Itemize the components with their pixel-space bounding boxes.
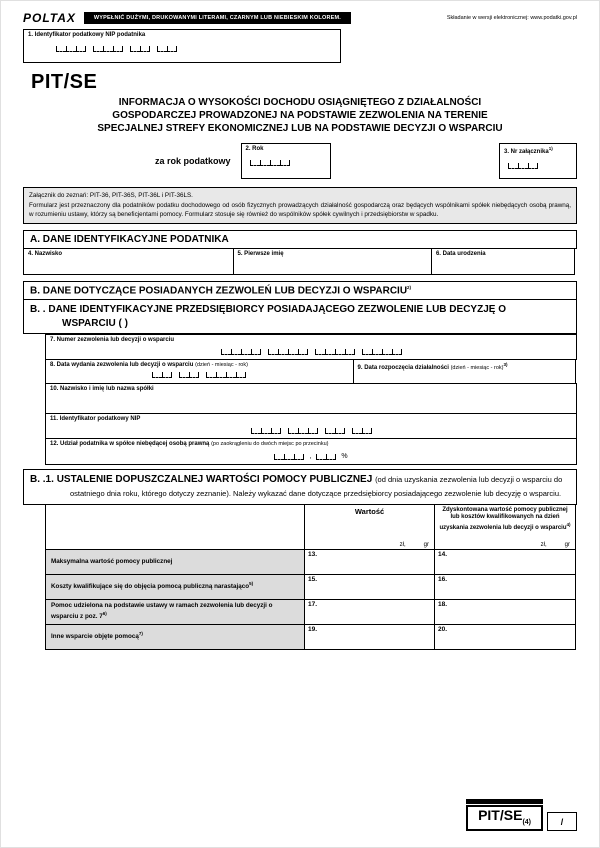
comb-group[interactable] (56, 46, 86, 52)
permit-issue-date-text: 8. Data wydania zezwolenia lub decyzji o wsparciu (50, 362, 194, 369)
row-label-max-aid (45, 549, 305, 575)
field-birth-date-label: 6. Data urodzenia (435, 250, 486, 257)
nip-input[interactable] (251, 428, 372, 434)
comb-cell[interactable] (140, 46, 150, 52)
comb-cell[interactable] (157, 46, 167, 52)
comb-cell[interactable] (268, 349, 278, 355)
section-a-fields (23, 248, 577, 275)
comb-cell[interactable] (345, 349, 355, 355)
comb-cell[interactable] (56, 46, 66, 52)
cell-number: 16. (438, 575, 448, 583)
footer-form-code-box (466, 805, 543, 831)
field-first-name[interactable] (233, 248, 432, 275)
currency-line-value (307, 542, 432, 548)
field-nip (45, 413, 577, 439)
comb-cell[interactable] (270, 160, 280, 166)
comb-group[interactable] (352, 428, 372, 434)
permit-issue-date-input[interactable] (152, 372, 246, 378)
row-label-footnote: 7) (138, 631, 143, 637)
cell-number: 15. (308, 575, 318, 583)
row-label-footnote: 5) (249, 581, 254, 587)
activity-start-date-footnote: 3) (503, 362, 508, 368)
comb-cell[interactable] (392, 349, 402, 355)
comb-group[interactable] (508, 163, 538, 169)
comb-group[interactable] (221, 349, 261, 355)
cell-19[interactable] (304, 624, 435, 650)
comb-cell[interactable] (221, 349, 231, 355)
field-year-label: 2. Rok (245, 146, 264, 153)
comb-group[interactable] (250, 160, 290, 166)
comb-cell[interactable] (352, 428, 362, 434)
comb-group[interactable] (152, 372, 172, 378)
section-b-title: B. DANE DOTYCZĄCE POSIADANYCH ZEZWOLEŃ LUB DECYZJI O WSPARCIU (30, 285, 408, 297)
comb-cell[interactable] (518, 163, 528, 169)
comb-cell[interactable] (76, 46, 86, 52)
comb-cell[interactable] (152, 372, 162, 378)
section-b1-header (23, 299, 577, 334)
comb-group[interactable] (362, 349, 402, 355)
comb-cell[interactable] (241, 349, 251, 355)
fill-instruction-banner: WYPEŁNIĆ DUŻYMI, DRUKOWANYMI LITERAMI, CZARNYM LUB NIEBIESKIM KOLOREM. (84, 12, 351, 24)
comb-cell[interactable] (335, 349, 345, 355)
comb-cell[interactable] (288, 349, 298, 355)
share-percent-sign: % (341, 452, 348, 460)
cell-number: 13. (308, 550, 318, 558)
row-label-other-support (45, 624, 305, 650)
share-integer-input[interactable] (274, 454, 304, 460)
form-title-line1: INFORMACJA O WYSOKOŚCI DOCHODU OSIĄGNIĘTEGO Z DZIAŁALNOŚCI (118, 97, 482, 109)
attachment-info-box (23, 187, 577, 223)
comb-cell[interactable] (382, 349, 392, 355)
cell-17[interactable] (304, 599, 435, 625)
share-text: 12. Udział podatnika w spółce niebędącej osobą prawną (50, 441, 210, 448)
comb-group[interactable] (315, 349, 355, 355)
table-header-row (45, 504, 577, 550)
comb-cell[interactable] (189, 372, 199, 378)
comb-cell[interactable] (298, 349, 308, 355)
comb-group[interactable] (274, 454, 304, 460)
permit-dates-row (45, 359, 577, 384)
section-a-header: A. DANE IDENTYFIKACYJNE PODATNIKA (23, 230, 577, 249)
comb-cell[interactable] (162, 372, 172, 378)
attachment-info-line2: Formularz jest przeznaczony dla podatników podatku dochodowego od osób fizycznych prowadzących działalność gospodarczą oraz będących wspólnikami spółek niebędących osobą prawną, w rozumieniu ustawy, którzy są beneficjentami pomocy. Formularz stosuje się również do wspólników spółek cywilnych i przedsiębiorstw w spadku. (29, 201, 571, 219)
currency-line-discounted (437, 542, 573, 548)
tax-year-row (23, 143, 577, 179)
comb-cell[interactable] (66, 46, 76, 52)
attachment-no-footnote: 1) (548, 146, 553, 152)
activity-start-date-text: 9. Data rozpoczęcia działalności (357, 365, 449, 372)
field-company-name[interactable] (45, 383, 577, 414)
field-nip-label: 11. Identyfikator podatkowy NIP (50, 416, 141, 423)
section-b11-header (23, 469, 577, 505)
row-label-text: Koszty kwalifikujące się do objęcia pomocą publiczną narastająco (51, 583, 250, 591)
field-permit-issue-date[interactable] (45, 359, 354, 384)
comb-cell[interactable] (251, 349, 261, 355)
comb-cell[interactable] (250, 160, 260, 166)
col-discounted-text: Zdyskontowana wartość pomocy publicznej lub kosztów kwalifikowanych na dzień uzyskania zezwolenia lub decyzji o wsparciu (439, 506, 568, 531)
field-permit-issue-date-label (50, 362, 349, 369)
comb-cell[interactable] (362, 349, 372, 355)
cell-number: 17. (308, 600, 318, 608)
comb-group[interactable] (268, 349, 308, 355)
year-input[interactable] (250, 160, 290, 166)
col-discounted-title (437, 507, 573, 533)
permit-number-input[interactable] (221, 349, 402, 355)
attachment-no-text: 3. Nr załącznika (504, 149, 549, 156)
comb-cell[interactable] (261, 428, 271, 434)
field-attachment-no (499, 143, 577, 179)
section-b-footnote: 2) (407, 284, 412, 290)
footer-form-code-wrap (466, 799, 543, 831)
table-row (45, 549, 577, 575)
cell-number: 20. (438, 625, 448, 633)
comb-cell[interactable] (308, 428, 318, 434)
zl-label: zł, (540, 541, 547, 548)
field-company-name-label: 10. Nazwisko i imię lub nazwa spółki (50, 386, 154, 393)
comb-cell[interactable] (206, 372, 216, 378)
comb-cell[interactable] (93, 46, 103, 52)
comb-cell[interactable] (528, 163, 538, 169)
comb-cell[interactable] (325, 349, 335, 355)
table-header-value (304, 504, 435, 550)
poltax-logo: POLTAX (23, 11, 76, 25)
comb-cell[interactable] (278, 349, 288, 355)
comb-cell[interactable] (325, 428, 335, 434)
field-activity-start-date[interactable] (353, 359, 576, 384)
table-header-empty-cell (45, 504, 305, 550)
field-permit-number-label: 7. Numer zezwolenia lub decyzji o wsparciu (50, 337, 175, 344)
cell-number: 14. (438, 550, 448, 558)
comb-cell[interactable] (315, 349, 325, 355)
comb-group[interactable] (157, 46, 177, 52)
field-attachment-no-label (504, 146, 572, 156)
comb-cell[interactable] (508, 163, 518, 169)
top-bar (23, 11, 577, 25)
field-permit-number (45, 334, 577, 360)
zl-label: zł, (399, 541, 406, 548)
row-label-text: Maksymalna wartość pomocy publicznej (51, 558, 173, 566)
col-value-title: Wartość (354, 506, 385, 516)
comb-cell[interactable] (284, 454, 294, 460)
row-label-footnote: 6) (102, 610, 107, 616)
section-b11-note: (od dnia uzyskania zezwolenia lub decyzji o wsparciu do ostatniego dnia roku, którego dotyczy zeznanie). Należy wykazać dane dotyczące przedsiębiorcy posiadającego zezwolenie lub decyzję o wsparciu. (70, 474, 563, 498)
comb-group[interactable] (288, 428, 318, 434)
cell-18[interactable] (434, 599, 576, 625)
cell-number: 18. (438, 600, 448, 608)
form-title-line3: SPECJALNEJ STREFY EKONOMICZNEJ LUB NA PODSTAWIE DECYZJI O WSPARCIU (97, 123, 503, 135)
footer-page-separator: / (560, 816, 564, 827)
cell-14[interactable] (434, 549, 576, 575)
cell-number: 19. (308, 625, 318, 633)
footer-form-version: (4) (522, 818, 531, 826)
gr-label: gr (423, 541, 429, 548)
share-decimal-input[interactable] (316, 454, 336, 460)
footer-page-number-box[interactable] (547, 812, 577, 831)
field-share-label (50, 441, 572, 448)
footer-black-bar (466, 799, 543, 804)
footer-form-code: PIT/SE (478, 806, 523, 823)
cell-15[interactable] (304, 574, 435, 600)
comb-group[interactable] (179, 372, 199, 378)
field-first-name-label: 5. Pierwsze imię (237, 250, 284, 257)
permit-issue-date-note: (dzień - miesiąc - rok) (195, 362, 248, 369)
comb-cell[interactable] (103, 46, 113, 52)
cell-16[interactable] (434, 574, 576, 600)
cell-20[interactable] (434, 624, 576, 650)
field-nip-taxpayer (23, 29, 341, 63)
share-note: (po zaokrągleniu do dwóch miejsc po przecinku) (211, 441, 329, 448)
comb-group[interactable] (206, 372, 246, 378)
table-row (45, 624, 577, 650)
section-b11-prefix: B. .1. (30, 473, 54, 485)
comb-group[interactable] (93, 46, 123, 52)
share-input-line (50, 453, 572, 460)
activity-start-date-note: (dzień - miesiąc - rok) (450, 365, 504, 372)
comb-cell[interactable] (362, 428, 372, 434)
attachment-no-input[interactable] (508, 163, 538, 169)
field-surname[interactable] (23, 248, 234, 275)
row-label-text: Inne wsparcie objęte pomocą (51, 633, 139, 641)
attachment-info-line1: Załącznik do zeznań: PIT-36, PIT-36S, PIT-36L i PIT-36LS. (29, 192, 193, 200)
field-surname-label: 4. Nazwisko (28, 250, 63, 257)
efiling-note: Składanie w wersji elektronicznej: www.podatki.gov.pl (446, 15, 577, 21)
comb-cell[interactable] (335, 428, 345, 434)
row-label-aid-granted (45, 599, 305, 625)
comb-cell[interactable] (298, 428, 308, 434)
comb-group[interactable] (251, 428, 281, 434)
field-nip-taxpayer-label: 1. Identyfikator podatkowy NIP podatnika (28, 32, 146, 38)
form-code-title: PIT/SE (31, 71, 98, 94)
form-title-line2: GOSPODARCZEJ PROWADZONEJ NA PODSTAWIE ZEZWOLENIA NA TERENIE (112, 110, 488, 122)
section-b1-prefix: B. . (30, 304, 46, 316)
public-aid-table (45, 504, 577, 650)
comb-group[interactable] (130, 46, 150, 52)
row-label-text: Pomoc udzielona na podstawie ustawy w ramach zezwolenia lub decyzji o wsparciu z poz. 7 (51, 602, 273, 620)
field-year (241, 143, 331, 179)
comb-cell[interactable] (113, 46, 123, 52)
field-activity-start-date-label (358, 362, 571, 372)
comb-cell[interactable] (316, 454, 326, 460)
comb-cell[interactable] (251, 428, 261, 434)
section-b11-title: USTALENIE DOPUSZCZALNEJ WARTOŚCI POMOCY PUBLICZNEJ (56, 473, 373, 485)
comb-cell[interactable] (294, 454, 304, 460)
section-b-header (23, 281, 577, 300)
comb-group[interactable] (325, 428, 345, 434)
comb-cell[interactable] (216, 372, 226, 378)
tax-year-label: za rok podatkowy (155, 156, 231, 167)
field-birth-date[interactable] (431, 248, 575, 275)
comb-cell[interactable] (326, 454, 336, 460)
section-b1-title: DANE IDENTYFIKACYJNE PRZEDSIĘBIORCY POSIADAJĄCEGO ZEZWOLENIE LUB DECYZJĘ O WSPARCIU ( ) (48, 304, 506, 329)
comb-cell[interactable] (372, 349, 382, 355)
comb-group[interactable] (316, 454, 336, 460)
comb-cell[interactable] (271, 428, 281, 434)
comb-cell[interactable] (236, 372, 246, 378)
comb-cell[interactable] (226, 372, 236, 378)
comb-cell[interactable] (167, 46, 177, 52)
footer (466, 799, 577, 831)
comb-cell[interactable] (179, 372, 189, 378)
form-title (23, 96, 577, 135)
comb-cell[interactable] (274, 454, 284, 460)
gr-label: gr (564, 541, 570, 548)
field-share (45, 438, 577, 464)
comb-cell[interactable] (231, 349, 241, 355)
comb-cell[interactable] (288, 428, 298, 434)
comb-cell[interactable] (130, 46, 140, 52)
table-header-discounted (434, 504, 576, 550)
cell-13[interactable] (304, 549, 435, 575)
table-row (45, 574, 577, 600)
col-discounted-footnote: 4) (566, 521, 571, 527)
comb-cell[interactable] (260, 160, 270, 166)
nip-taxpayer-input[interactable] (56, 46, 177, 52)
row-label-qualified-costs (45, 574, 305, 600)
section-b1-fields (45, 334, 577, 465)
comb-cell[interactable] (280, 160, 290, 166)
table-row (45, 599, 577, 625)
share-comma: , (309, 452, 312, 460)
